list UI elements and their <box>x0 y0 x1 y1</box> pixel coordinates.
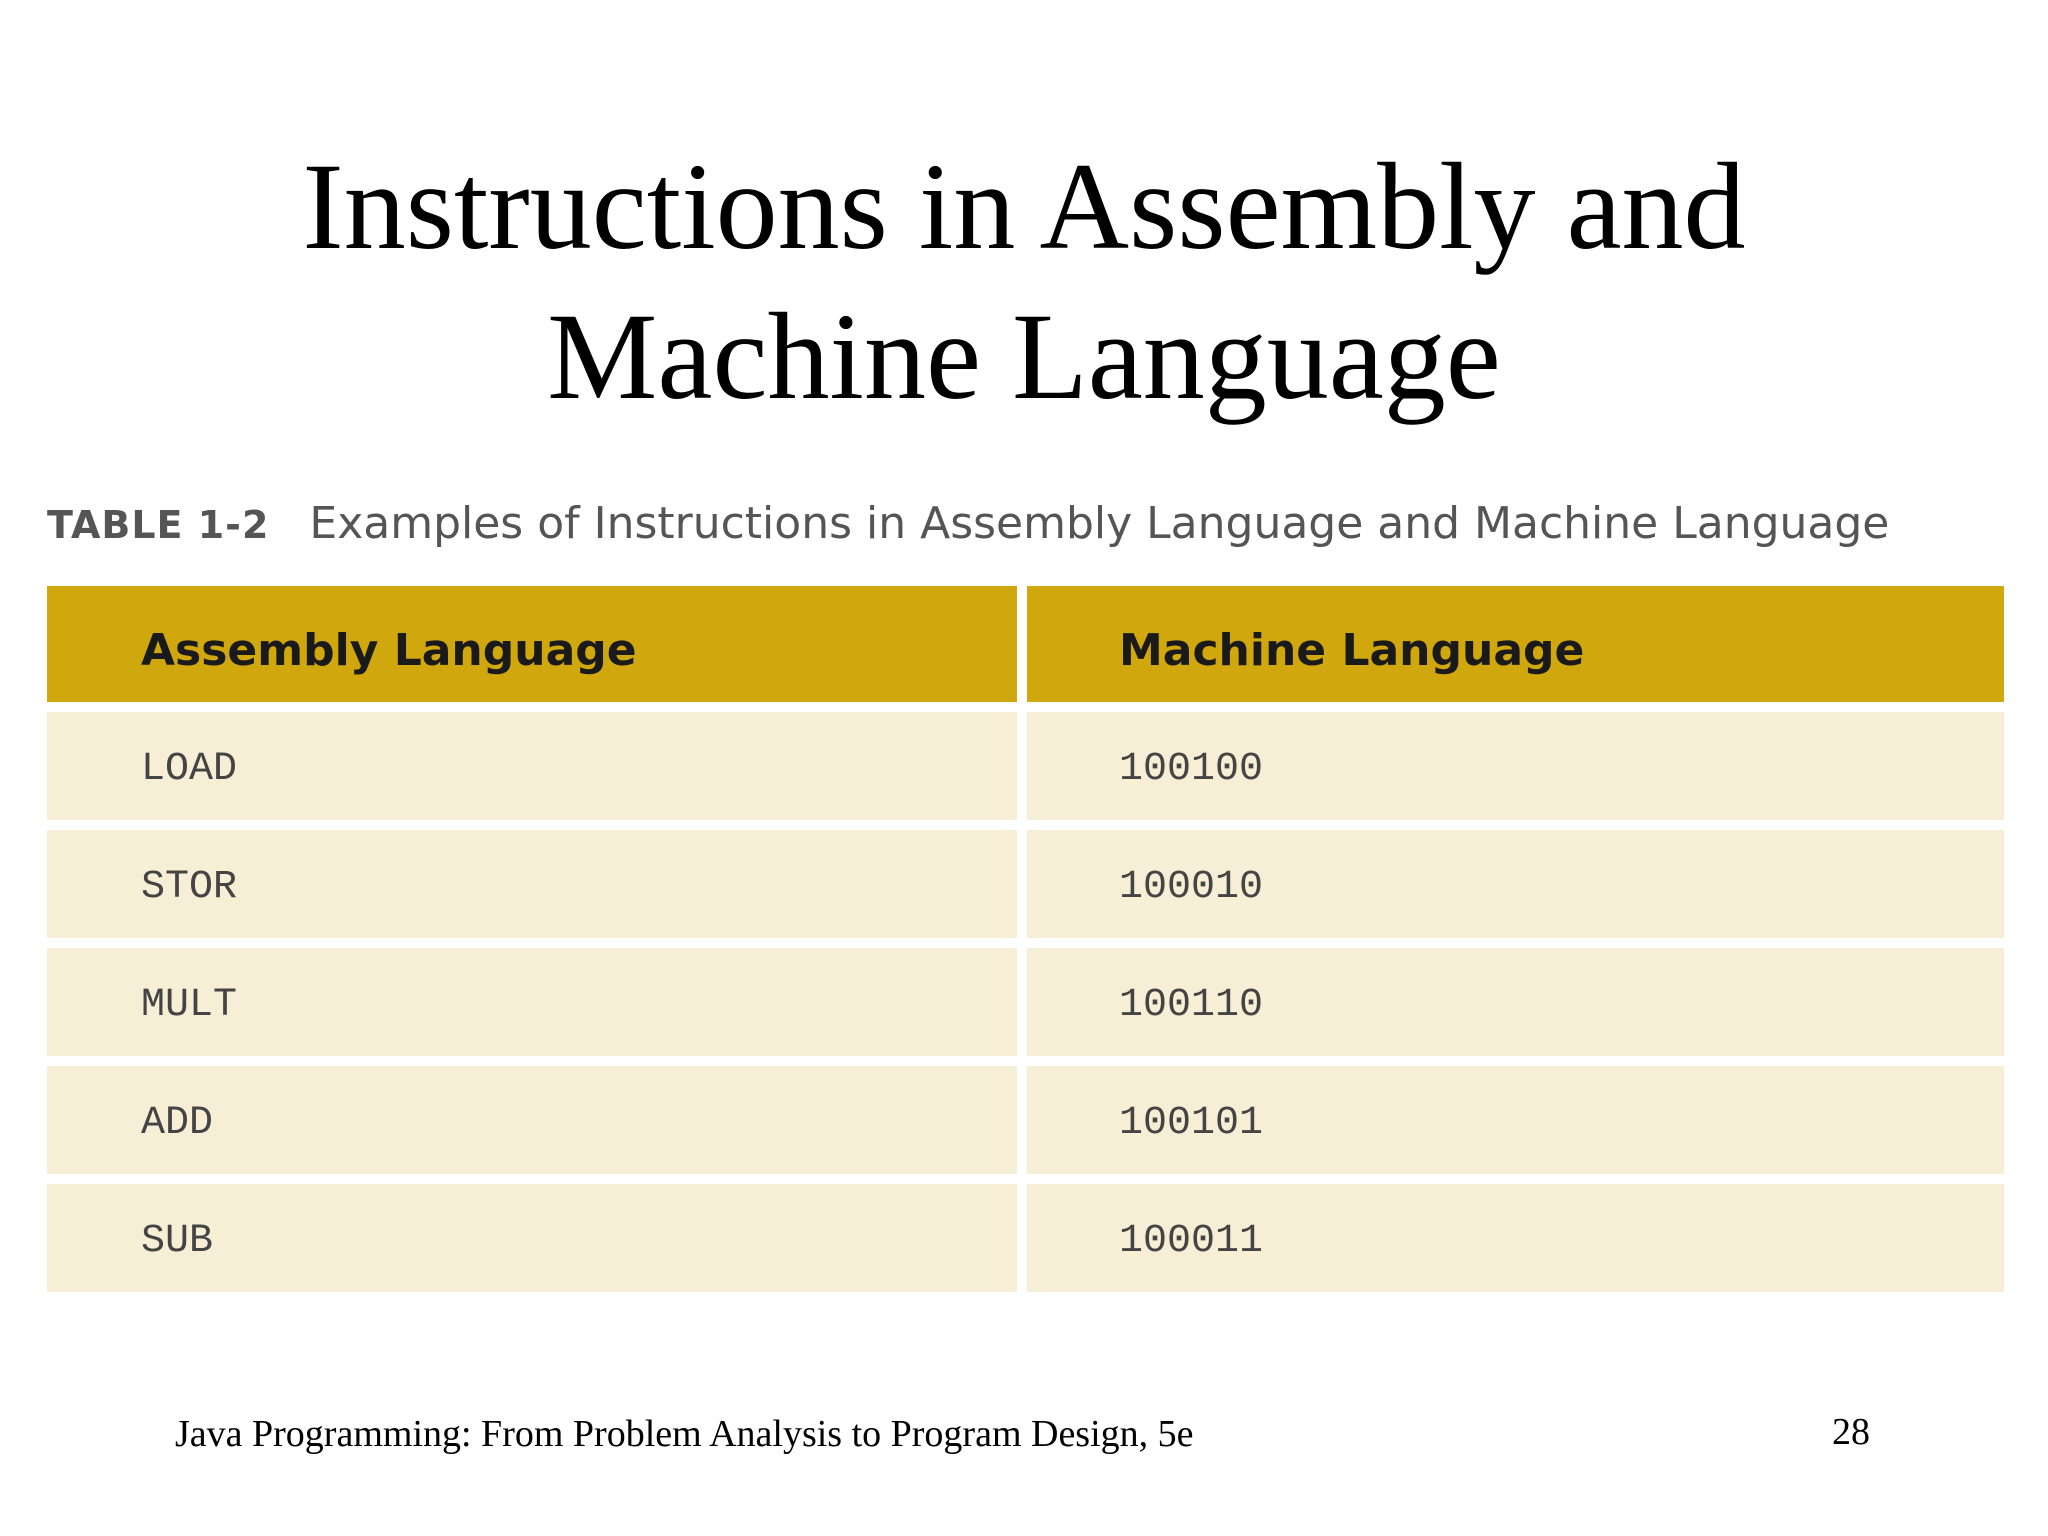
machine-cell: 100110 <box>1027 948 2004 1056</box>
machine-cell: 100101 <box>1027 1066 2004 1174</box>
table-caption-text: Examples of Instructions in Assembly Language and Machine Language <box>309 498 1890 549</box>
header-machine-language: Machine Language <box>1027 586 2004 702</box>
assembly-cell: MULT <box>47 948 1017 1056</box>
table-label: TABLE 1-2 <box>47 503 270 547</box>
assembly-cell: STOR <box>47 830 1017 938</box>
table-caption <box>47 498 2007 558</box>
assembly-cell: SUB <box>47 1184 1017 1292</box>
column-divider <box>1017 830 1027 938</box>
header-assembly-language: Assembly Language <box>47 586 1017 702</box>
table-header-row <box>47 586 2004 702</box>
machine-cell: 100011 <box>1027 1184 2004 1292</box>
machine-cell: 100010 <box>1027 830 2004 938</box>
column-divider <box>1017 1066 1027 1174</box>
page-number: 28 <box>1832 1411 1870 1453</box>
assembly-cell: ADD <box>47 1066 1017 1174</box>
footer-book-title: Java Programming: From Problem Analysis to Program Design, 5e <box>175 1413 1194 1455</box>
assembly-cell: LOAD <box>47 712 1017 820</box>
slide-title-line-1: Instructions in Assembly and <box>302 138 1746 275</box>
table-row <box>47 1184 2004 1292</box>
table-row <box>47 948 2004 1056</box>
slide-title <box>0 132 2048 432</box>
column-divider <box>1017 948 1027 1056</box>
column-divider <box>1017 586 1027 702</box>
slide-title-line-2: Machine Language <box>547 288 1501 425</box>
column-divider <box>1017 1184 1027 1292</box>
instructions-table <box>47 586 2004 1292</box>
table-row <box>47 712 2004 820</box>
table-row <box>47 830 2004 938</box>
column-divider <box>1017 712 1027 820</box>
machine-cell: 100100 <box>1027 712 2004 820</box>
table-row <box>47 1066 2004 1174</box>
